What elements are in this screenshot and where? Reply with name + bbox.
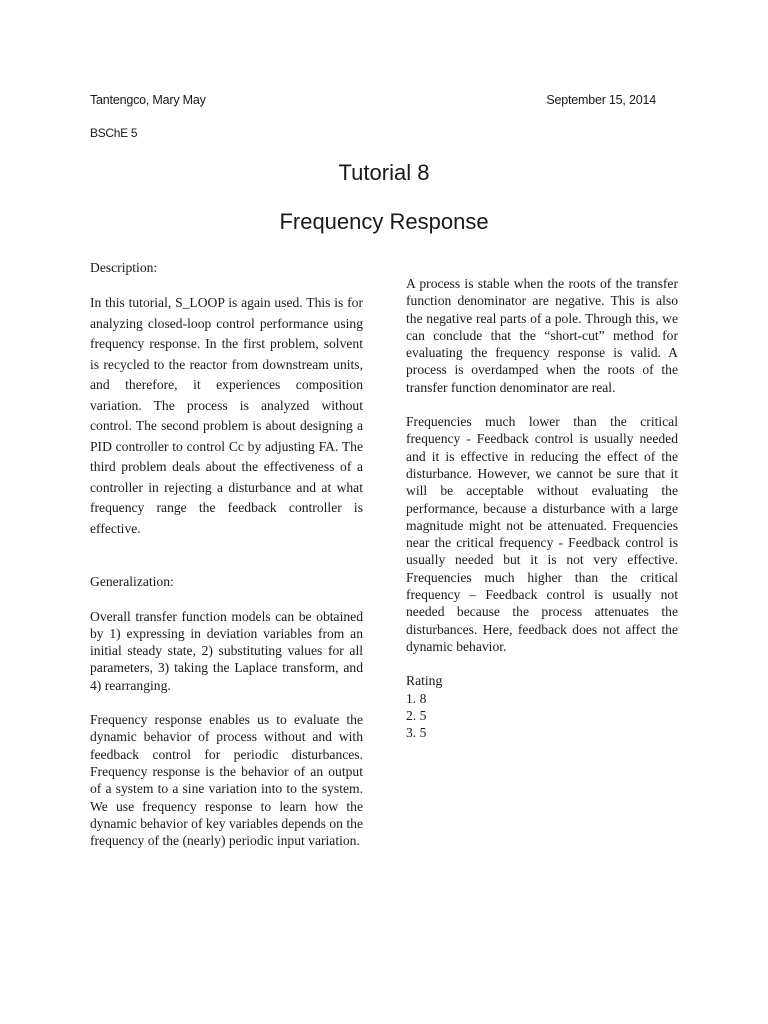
rating-heading: Rating (406, 673, 443, 689)
generalization-paragraph-2: Frequency response enables us to evaluate the dynamic behavior of process without and with feedback control for periodic disturbances. Frequency response is the behavior of an output of a system to a sine variation into to the system. We use frequency response to learn how the dynamic behavior of key variables depends on the frequency of the (nearly) periodic input variation. (90, 712, 363, 849)
rating-item: 1. 8 (406, 690, 427, 706)
page-title: Tutorial 8 (338, 160, 430, 185)
page-subtitle: Frequency Response (279, 209, 489, 234)
description-paragraph: In this tutorial, S_LOOP is again used. This is for analyzing closed-loop control performance using frequency response. In the first problem, solvent is recycled to the reactor from downstream units, and therefore, it experiences composition variation. The process is analyzed without control. The second problem is about designing a PID controller to control Cc by adjusting FA. The third problem deals about the effectiveness of a controller in rejecting a disturbance and at what frequency range the feedback controller is effective. (90, 295, 363, 536)
author-name: Tantengco, Mary May (90, 93, 206, 107)
course-label: BSChE 5 (90, 126, 138, 140)
description-heading: Description: (90, 260, 158, 275)
stability-paragraph: A process is stable when the roots of the transfer function denominator are negative. This is also the negative real parts of a pole. Through this, we can conclude that the “short-cut” method for evaluating the frequency response is valid. A process is overdamped when the roots of the transfer function denominator are real. (406, 276, 678, 395)
left-column (90, 259, 363, 849)
rating-list (406, 690, 678, 742)
right-column (406, 275, 678, 741)
rating-item: 2. 5 (406, 707, 427, 723)
generalization-heading: Generalization: (90, 574, 174, 590)
rating-item: 3. 5 (406, 725, 427, 741)
frequency-paragraph: Frequencies much lower than the critical frequency - Feedback control is usually needed and it is effective in reducing the effect of the disturbance. However, we cannot be sure that it will be acceptable without evaluating the performance, because a disturbance with a large magnitude might not be attenuated. Frequencies near the critical frequency - Feedback control is usually needed but it is not very effective. Frequencies much higher than the critical frequency – Feedback control is usually not needed because the process attenuates the disturbances. Here, feedback does not affect the dynamic behavior. (406, 414, 678, 654)
document-date: September 15, 2014 (546, 93, 656, 107)
generalization-paragraph-1: Overall transfer function models can be obtained by 1) expressing in deviation variables from an initial steady state, 2) substituting values for all parameters, 3) taking the Laplace transform, and 4) rearranging. (90, 608, 363, 693)
